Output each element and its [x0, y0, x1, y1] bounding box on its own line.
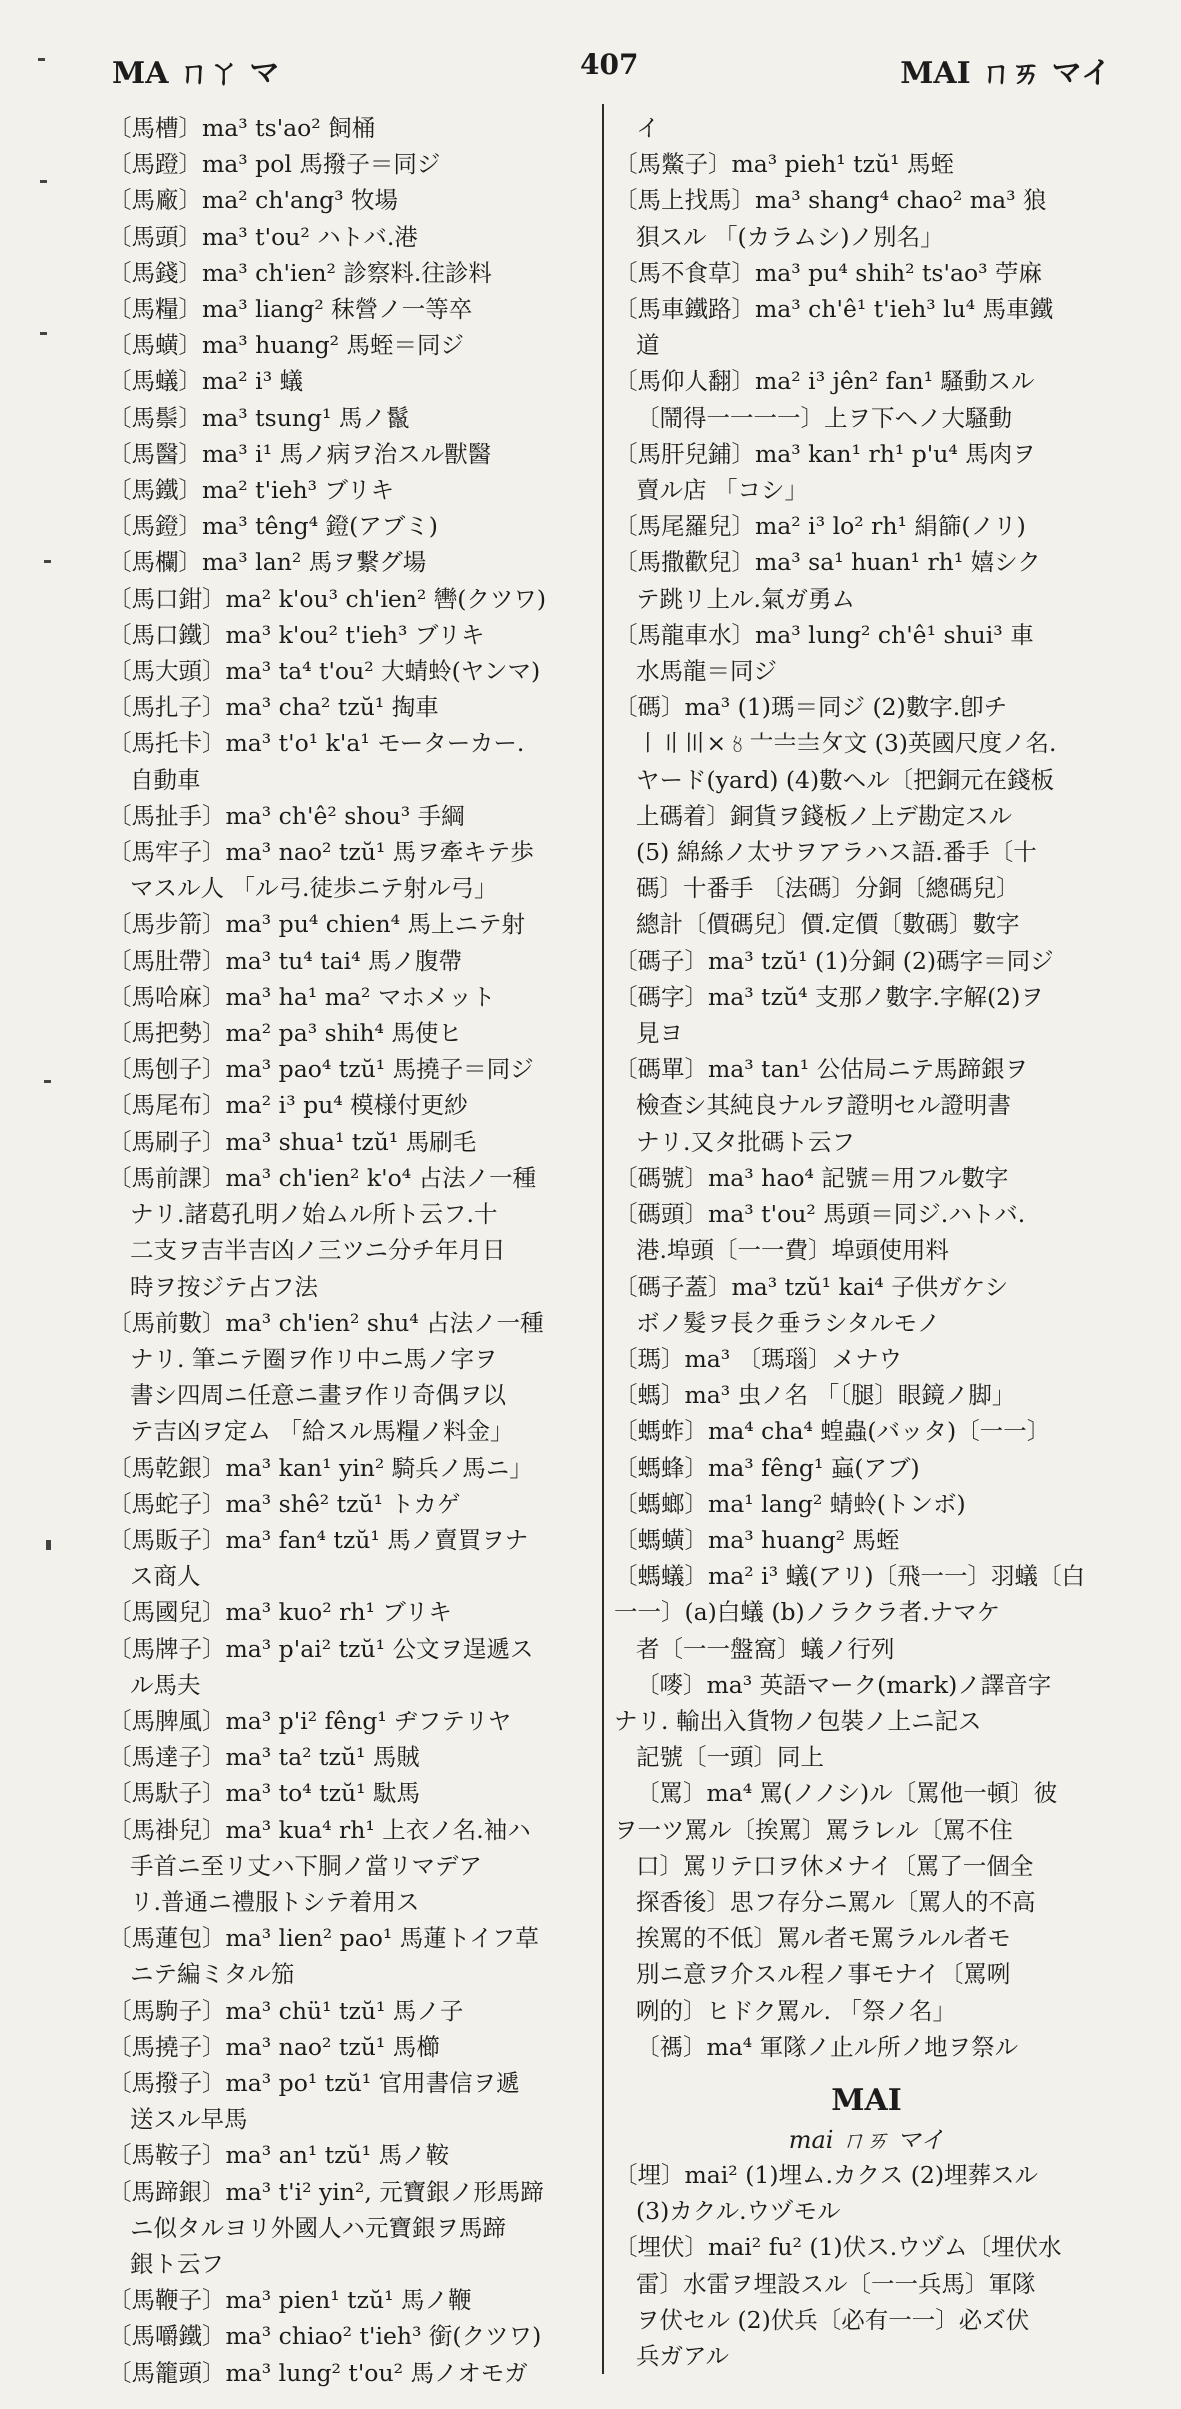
- dictionary-entry-line: ス商人: [130, 1562, 201, 1591]
- dictionary-entry-line: (5) 綿絲ノ太サヲアラハス語.番手〔十: [636, 838, 1037, 867]
- dictionary-entry-line: 二支ヲ吉半吉凶ノ三ツニ分チ年月日: [130, 1236, 506, 1265]
- dictionary-entry-line: 銀ト云フ: [130, 2249, 224, 2278]
- dictionary-entry-line: 〔馬錢〕ma³ ch'ien² 診察料.往診料: [108, 258, 492, 287]
- dictionary-entry-line: 挨罵的不低〕罵ル者モ罵ラルル者モ: [636, 1924, 1011, 1953]
- dictionary-entry-line: 〔馬蟥〕ma³ huang² 馬蛭＝同ジ: [108, 331, 465, 360]
- dictionary-entry-line: 〔馬蟻〕ma² i³ 蟻: [108, 367, 304, 396]
- dictionary-entry-line: 〔鬧得一一一一〕上ヲ下ヘノ大騷動: [636, 403, 1012, 432]
- dictionary-entry-line: 道: [636, 331, 660, 360]
- dictionary-entry-line: 〔碼子〕ma³ tzŭ¹ (1)分銅 (2)碼字＝同ジ: [614, 946, 1054, 975]
- dictionary-entry-line: 自動車: [130, 765, 201, 794]
- dictionary-entry-line: 〔碼字〕ma³ tzŭ⁴ 支那ノ數字.字解(2)ヲ: [614, 982, 1044, 1011]
- dictionary-entry-line: 〔馬籠頭〕ma³ lung² t'ou² 馬ノオモガ: [108, 2358, 528, 2387]
- margin-mark: [44, 1080, 51, 1083]
- dictionary-entry-line: 〔螞蜂〕ma³ fêng¹ 蝱(アブ): [614, 1453, 920, 1482]
- dictionary-entry-line: 〔馬鐵〕ma² t'ieh³ ブリキ: [108, 476, 395, 505]
- dictionary-entry-line: 〔馬蓮包〕ma³ lien² pao¹ 馬蓮トイフ草: [108, 1924, 539, 1953]
- dictionary-entry-line: 〔馬褂兒〕ma³ kua⁴ rh¹ 上衣ノ名.袖ハ: [108, 1815, 531, 1844]
- dictionary-entry-line: 上碼着〕銅貨ヲ錢板ノ上デ勘定スル: [636, 801, 1012, 830]
- dictionary-entry-line: 〔馬把勢〕ma² pa³ shih⁴ 馬使ヒ: [108, 1019, 462, 1048]
- dictionary-entry-line: 〔馬肚帶〕ma³ tu⁴ tai⁴ 馬ノ腹帶: [108, 946, 463, 975]
- dictionary-entry-line: 〔馬牌子〕ma³ p'ai² tzŭ¹ 公文ヲ逞遞ス: [108, 1634, 534, 1663]
- dictionary-entry-line: 〔馬鞭子〕ma³ pien¹ tzŭ¹ 馬ノ鞭: [108, 2286, 472, 2315]
- section-entries: [614, 2157, 1119, 2374]
- dictionary-entry-line: 〔馬扯手〕ma³ ch'ê² shou³ 手綱: [108, 801, 465, 830]
- section-subheading-mai: mai ㄇㄞ マイ: [788, 2125, 945, 2154]
- dictionary-entry-line: 賣ル店 「コシ」: [636, 476, 808, 505]
- dictionary-entry-line: テ吉凶ヲ定ム 「給スル馬糧ノ料金」: [130, 1417, 514, 1446]
- dictionary-entry-line: ナリ. 輸出入貨物ノ包裝ノ上ニ記ス: [614, 1706, 982, 1735]
- dictionary-entry-line: 探香後〕思フ存分ニ罵ル〔罵人的不高: [636, 1887, 1036, 1916]
- dictionary-entry-line: ボノ髮ヲ長ク垂ラシタルモノ: [636, 1308, 941, 1337]
- dictionary-entry-line: 〔馬蹄銀〕ma³ t'i² yin², 元寶銀ノ形馬蹄: [108, 2177, 544, 2206]
- dictionary-entry-line: 〔碼號〕ma³ hao⁴ 記號＝用フル數字: [614, 1163, 1009, 1192]
- dictionary-entry-line: ル馬夫: [130, 1670, 201, 1699]
- dictionary-entry-line: 〔螞螂〕ma¹ lang² 蜻蛉(トンボ): [614, 1489, 966, 1518]
- dictionary-entry-line: 〔碼〕ma³ (1)瑪＝同ジ (2)數字.卽チ: [614, 693, 1008, 722]
- dictionary-entry-line: 〔馬尾羅兒〕ma² i³ lo² rh¹ 絹篩(ノリ): [614, 512, 1026, 541]
- dictionary-entry-line: 〔馬馱子〕ma³ to⁴ tzŭ¹ 駄馬: [108, 1779, 421, 1808]
- section-heading-mai: MAI: [831, 2082, 902, 2118]
- right-column: [614, 110, 1119, 2374]
- dictionary-entry-line: 〔馬大頭〕ma³ ta⁴ t'ou² 大蜻蛉(ヤンマ): [108, 657, 541, 686]
- dictionary-entry-line: 〔馬扎子〕ma³ cha² tzŭ¹ 掏車: [108, 693, 439, 722]
- page-number: 407: [580, 48, 639, 81]
- dictionary-entry-line: 〔馬刷子〕ma³ shua¹ tzŭ¹ 馬刷毛: [108, 1127, 477, 1156]
- dictionary-entry-line: 檢查シ其純良ナルヲ證明セル證明書: [636, 1091, 1011, 1120]
- dictionary-entry-line: 〔馬糧〕ma³ liang² 秣營ノ一等卒: [108, 295, 473, 324]
- dictionary-entry-line: 〔馬鐙〕ma³ têng⁴ 鐙(アブミ): [108, 512, 438, 541]
- dictionary-entry-line: 〔馬達子〕ma³ ta² tzŭ¹ 馬賊: [108, 1743, 420, 1772]
- dictionary-entry-line: 〔馬車鐵路〕ma³ ch'ê¹ t'ieh³ lu⁴ 馬車鐵: [614, 295, 1054, 324]
- margin-mark: [44, 560, 51, 563]
- dictionary-entry-line: 〔馬鱉子〕ma³ pieh¹ tzŭ¹ 馬蛭: [614, 150, 955, 179]
- dictionary-entry-line: 〔馬撒歡兒〕ma³ sa¹ huan¹ rh¹ 嬉シク: [614, 548, 1041, 577]
- dictionary-entry-line: 〔馬槽〕ma³ ts'ao² 飼桶: [108, 114, 376, 142]
- dictionary-entry-line: 狽スル 「(カラムシ)ノ別名」: [636, 222, 944, 251]
- dictionary-entry-line: 〔馬哈麻〕ma³ ha¹ ma² マホメット: [108, 982, 496, 1011]
- dictionary-entry-line: 〔馬前數〕ma³ ch'ien² shu⁴ 占法ノ一種: [108, 1308, 544, 1337]
- dictionary-entry-line: 兵ガアル: [636, 2341, 730, 2370]
- dictionary-entry-line: 〔馬上找馬〕ma³ shang⁴ chao² ma³ 狼: [614, 186, 1047, 215]
- dictionary-entry-line: 一一〕(a)白蟻 (b)ノラクラ者.ナマケ: [614, 1598, 1001, 1627]
- dictionary-entry-line: 者〔一一盤窩〕蟻ノ行列: [636, 1634, 895, 1663]
- dictionary-entry-line: 〔瑪〕ma³ 〔瑪瑙〕メナウ: [614, 1344, 903, 1373]
- dictionary-entry-line: ヲ伏セル (2)伏兵〔必有一一〕必ズ伏: [636, 2305, 1030, 2334]
- dictionary-entry-line: 〔馬口鉗〕ma² k'ou³ ch'ien² 轡(クツワ): [108, 584, 547, 613]
- dictionary-entry-line: (3)カクル.ウヅモル: [636, 2197, 841, 2226]
- dictionary-entry-line: 〔螞蟥〕ma³ huang² 馬蛭: [614, 1525, 900, 1554]
- dictionary-entry-line: 〡〢〣×〥〦〧〨〩文 (3)英國尺度ノ名.: [636, 729, 1057, 758]
- right-column-entries: [614, 110, 1119, 2065]
- dictionary-entry-line: 〔馬不食草〕ma³ pu⁴ shih² ts'ao³ 苧麻: [614, 258, 1043, 287]
- dictionary-entry-line: 〔馬口鐵〕ma³ k'ou² t'ieh³ ブリキ: [108, 620, 485, 649]
- dictionary-entry-line: 〔馬肝兒鋪〕ma³ kan¹ rh¹ p'u⁴ 馬肉ヲ: [614, 439, 1036, 468]
- dictionary-entry-line: 〔馬蹬〕ma³ pol 馬撥子＝同ジ: [108, 150, 441, 179]
- dictionary-entry-line: 送スル早馬: [130, 2105, 248, 2134]
- dictionary-entry-line: 〔螞蚱〕ma⁴ cha⁴ 蝗蟲(バッタ)〔一一〕: [614, 1417, 1051, 1446]
- dictionary-entry-line: 〔馬國兒〕ma³ kuo² rh¹ ブリキ: [108, 1598, 452, 1627]
- running-head-left: MA ㄇㄚ マ: [112, 56, 280, 91]
- dictionary-entry-line: 〔馬托卡〕ma³ t'o¹ k'a¹ モーターカー.: [108, 729, 525, 758]
- dictionary-entry-line: 時ヲ按ジテ占フ法: [130, 1272, 318, 1301]
- dictionary-entry-line: 〔埋伏〕mai² fu² (1)伏ス.ウヅム〔埋伏水: [614, 2233, 1062, 2262]
- dictionary-entry-line: 〔馬鞍子〕ma³ an¹ tzŭ¹ 馬ノ鞍: [108, 2141, 450, 2170]
- dictionary-entry-line: 雷〕水雷ヲ埋設スル〔一一兵馬〕軍隊: [636, 2269, 1036, 2298]
- dictionary-entry-line: リ.普通ニ禮服トシテ着用ス: [130, 1887, 420, 1916]
- margin-mark: [40, 332, 47, 335]
- dictionary-entry-line: 〔罵〕ma⁴ 罵(ノノシ)ル〔罵他一頓〕彼: [636, 1779, 1058, 1808]
- dictionary-entry-line: 〔馬撥子〕ma³ po¹ tzŭ¹ 官用書信ヲ遞: [108, 2068, 520, 2097]
- dictionary-entry-line: 〔馬頭〕ma³ t'ou² ハトバ.港: [108, 222, 418, 251]
- dictionary-entry-line: 〔埋〕mai² (1)埋ム.カクス (2)埋葬スル: [614, 2160, 1038, 2189]
- dictionary-entry-line: 書シ四周ニ任意ニ畫ヲ作リ奇偶ヲ以: [130, 1381, 506, 1410]
- dictionary-entry-line: 〔馬前課〕ma³ ch'ien² k'o⁴ 占法ノ一種: [108, 1163, 537, 1192]
- dictionary-entry-line: ナリ.諸葛孔明ノ始ムル所ト云フ.十: [130, 1200, 498, 1229]
- dictionary-entry-line: 〔馬乾銀〕ma³ kan¹ yin² 騎兵ノ馬ニ」: [108, 1453, 533, 1482]
- dictionary-entry-line: 咧的〕ヒドク罵ル. 「祭ノ名」: [636, 1996, 956, 2025]
- dictionary-entry-line: 〔馬嚼鐵〕ma³ chiao² t'ieh³ 銜(クツワ): [108, 2322, 542, 2351]
- dictionary-entry-line: 水馬龍＝同ジ: [636, 657, 777, 686]
- dictionary-entry-line: 手首ニ至リ丈ハ下胴ノ當リマデア: [130, 1851, 483, 1880]
- dictionary-entry-line: 〔馬脾風〕ma³ p'i² fêng¹ ヂフテリヤ: [108, 1706, 512, 1735]
- dictionary-entry-line: 〔馬廠〕ma² ch'ang³ 牧場: [108, 186, 399, 215]
- dictionary-entry-line: 〔馬販子〕ma³ fan⁴ tzŭ¹ 馬ノ賣買ヲナ: [108, 1525, 529, 1554]
- dictionary-entry-line: 別ニ意ヲ介スル程ノ事モナイ〔罵咧: [636, 1960, 1011, 1989]
- dictionary-entry-line: ナリ.又タ批碼ト云フ: [636, 1127, 855, 1156]
- dictionary-entry-line: 總計〔價碼兒〕價.定價〔數碼〕數字: [636, 910, 1020, 939]
- dictionary-entry-line: 〔馬牢子〕ma³ nao² tzŭ¹ 馬ヲ牽キテ歩: [108, 838, 534, 867]
- dictionary-entry-line: 〔碼單〕ma³ tan¹ 公估局ニテ馬蹄銀ヲ: [614, 1055, 1029, 1084]
- dictionary-entry-line: 碼〕十番手 〔法碼〕分銅〔總碼兒〕: [636, 874, 1020, 903]
- dictionary-entry-line: 〔馬龍車水〕ma³ lung² ch'ê¹ shui³ 車: [614, 620, 1034, 649]
- dictionary-entry-line: 〔禡〕ma⁴ 軍隊ノ止ル所ノ地ヲ祭ル: [636, 2032, 1019, 2061]
- dictionary-entry-line: テ跳リ上ル.氣ガ勇ム: [636, 584, 855, 613]
- dictionary-entry-line: 〔馬尾布〕ma² i³ pu⁴ 模様付更紗: [108, 1091, 468, 1120]
- dictionary-entry-line: 〔碼子蓋〕ma³ tzŭ¹ kai⁴ 子供ガケシ: [614, 1272, 1009, 1301]
- margin-mark: [40, 180, 47, 183]
- dictionary-entry-line: ヲ一ツ罵ル〔挨罵〕罵ラレル〔罵不住: [614, 1815, 1013, 1844]
- dictionary-entry-line: 〔馬蛇子〕ma³ shê² tzŭ¹ トカゲ: [108, 1489, 461, 1518]
- dictionary-entry-line: 〔馬撓子〕ma³ nao² tzŭ¹ 馬櫛: [108, 2032, 440, 2061]
- dictionary-entry-line: 〔嘜〕ma³ 英語マーク(mark)ノ譯音字: [636, 1670, 1052, 1699]
- dictionary-entry-line: 〔馬刨子〕ma³ pao⁴ tzŭ¹ 馬撓子＝同ジ: [108, 1055, 534, 1084]
- dictionary-entry-line: 〔馬鬃〕ma³ tsung¹ 馬ノ鬣: [108, 403, 410, 432]
- dictionary-entry-line: 見ヨ: [636, 1019, 683, 1048]
- dictionary-entry-line: 〔馬步箭〕ma³ pu⁴ chien⁴ 馬上ニテ射: [108, 910, 525, 939]
- dictionary-entry-line: イ: [636, 114, 660, 142]
- running-head-right: MAI ㄇㄞ マイ: [900, 56, 1111, 91]
- dictionary-entry-line: 〔馬駒子〕ma³ chü¹ tzŭ¹ 馬ノ子: [108, 1996, 464, 2025]
- dictionary-entry-line: 〔螞〕ma³ 虫ノ名 「〔腿〕眼鏡ノ脚」: [614, 1381, 1016, 1410]
- dictionary-entry-line: ナリ. 筆ニテ圈ヲ作リ中ニ馬ノ字ヲ: [130, 1344, 498, 1373]
- dictionary-entry-line: 〔馬欄〕ma³ lan² 馬ヲ繋グ場: [108, 548, 427, 577]
- margin-mark: [46, 1540, 51, 1550]
- dictionary-entry-line: 〔螞蟻〕ma² i³ 蟻(アリ)〔飛一一〕羽蟻〔白: [614, 1562, 1085, 1591]
- dictionary-entry-line: 記號〔一頭〕同上: [636, 1743, 824, 1772]
- left-column: [108, 110, 603, 2391]
- dictionary-entry-line: マスル人 「ル弓.徒歩ニテ射ル弓」: [130, 874, 498, 903]
- margin-mark: [38, 58, 45, 61]
- dictionary-entry-line: 〔馬醫〕ma³ i¹ 馬ノ病ヲ治スル獸醫: [108, 439, 492, 468]
- dictionary-entry-line: ヤード(yard) (4)數ヘル〔把銅元在錢板: [636, 765, 1055, 794]
- dictionary-entry-line: 〔馬仰人翻〕ma² i³ jên² fan¹ 騷動スル: [614, 367, 1035, 396]
- dictionary-entry-line: 口〕罵リテ口ヲ休メナイ〔罵了一個全: [636, 1851, 1034, 1880]
- dictionary-entry-line: ニテ編ミタル笳: [130, 1960, 295, 1989]
- dictionary-entry-line: 〔碼頭〕ma³ t'ou² 馬頭＝同ジ.ハトバ.: [614, 1200, 1026, 1229]
- dictionary-entry-line: 港.埠頭〔一一費〕埠頭使用料: [636, 1236, 949, 1265]
- dictionary-entry-line: ニ似タルヨリ外國人ハ元寶銀ヲ馬蹄: [130, 2213, 506, 2242]
